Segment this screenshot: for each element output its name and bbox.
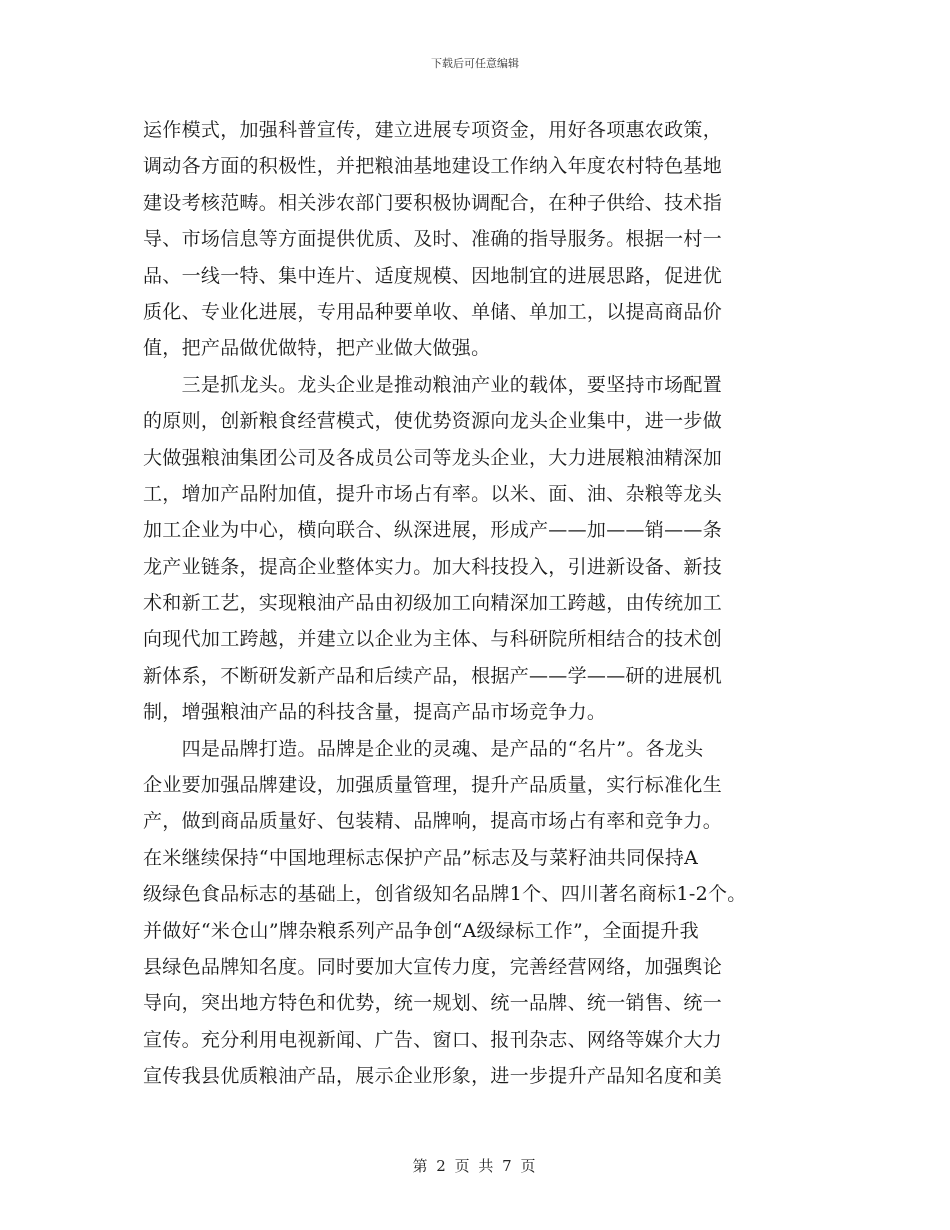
page-footer: 第 2 页 共 7 页 bbox=[412, 1157, 538, 1175]
body-line: 运作模式，加强科普宣传，建立进展专项资金，用好各项惠农政策， bbox=[143, 119, 723, 141]
body-line: 值，把产品做优做特，把产业做大做强。 bbox=[143, 337, 491, 360]
body-line: 制，增强粮油产品的科技含量，提高产品市场竞争力。 bbox=[143, 701, 607, 724]
body-line: 新体系，不断研发新产品和后续产品，根据产——学——研的进展机 bbox=[143, 664, 723, 687]
page-header: 下载后可任意编辑 bbox=[431, 57, 519, 70]
body-line: 向现代加工跨越，并建立以企业为主体、与科研院所相结合的技术创 bbox=[143, 628, 723, 651]
body-line: 企业要加强品牌建设，加强质量管理，提升产品质量，实行标准化生 bbox=[143, 774, 723, 797]
body-line: 建设考核范畴。相关涉农部门要积极协调配合，在种子供给、技术指 bbox=[143, 191, 723, 214]
body-line: 工，增加产品附加值，提升市场占有率。以米、面、油、杂粮等龙头 bbox=[143, 482, 723, 505]
body-line: 导向，突出地方特色和优势，统一规划、统一品牌、统一销售、统一 bbox=[143, 992, 723, 1015]
body-line: 质化、专业化进展，专用品种要单收、单储、单加工，以提高商品价 bbox=[143, 300, 723, 323]
body-line: 调动各方面的积极性，并把粮油基地建设工作纳入年度农村特色基地 bbox=[143, 155, 723, 178]
body-line: 级绿色食品标志的基础上，创省级知名品牌1个、四川著名商标1-2个。 bbox=[143, 883, 747, 906]
body-line: 四是品牌打造。品牌是企业的灵魂、是产品的“名片”。各龙头 bbox=[143, 737, 704, 760]
document-body bbox=[143, 112, 813, 1095]
body-line: 的原则，创新粮食经营模式，使优势资源向龙头企业集中，进一步做 bbox=[143, 410, 723, 433]
body-line: 在米继续保持“中国地理标志保护产品”标志及与菜籽油共同保持A bbox=[143, 846, 699, 869]
body-line: 三是抓龙头。龙头企业是推动粮油产业的载体，要坚持市场配置 bbox=[143, 373, 723, 396]
body-line: 大做强粮油集团公司及各成员公司等龙头企业，大力进展粮油精深加 bbox=[143, 446, 723, 469]
body-line: 品、一线一特、集中连片、适度规模、因地制宜的进展思路，促进优 bbox=[143, 264, 723, 287]
body-line: 县绿色品牌知名度。同时要加大宣传力度，完善经营网络，加强舆论 bbox=[143, 955, 723, 978]
body-line: 并做好“米仓山”牌杂粮系列产品争创“A级绿标工作”，全面提升我 bbox=[143, 919, 699, 942]
body-line: 宣传。充分利用电视新闻、广告、窗口、报刊杂志、网络等媒介大力 bbox=[143, 1028, 723, 1051]
body-line: 宣传我县优质粮油产品，展示企业形象，进一步提升产品知名度和美 bbox=[143, 1065, 723, 1088]
body-line: 加工企业为中心，横向联合、纵深进展，形成产——加——销——条 bbox=[143, 519, 723, 542]
body-line: 导、市场信息等方面提供优质、及时、准确的指导服务。根据一村一 bbox=[143, 228, 723, 251]
body-line: 术和新工艺，实现粮油产品由初级加工向精深加工跨越，由传统加工 bbox=[143, 592, 723, 615]
body-line: 龙产业链条，提高企业整体实力。加大科技投入，引进新设备、新技 bbox=[143, 555, 723, 578]
body-line: 产，做到商品质量好、包装精、品牌响，提高市场占有率和竞争力。 bbox=[143, 810, 723, 833]
